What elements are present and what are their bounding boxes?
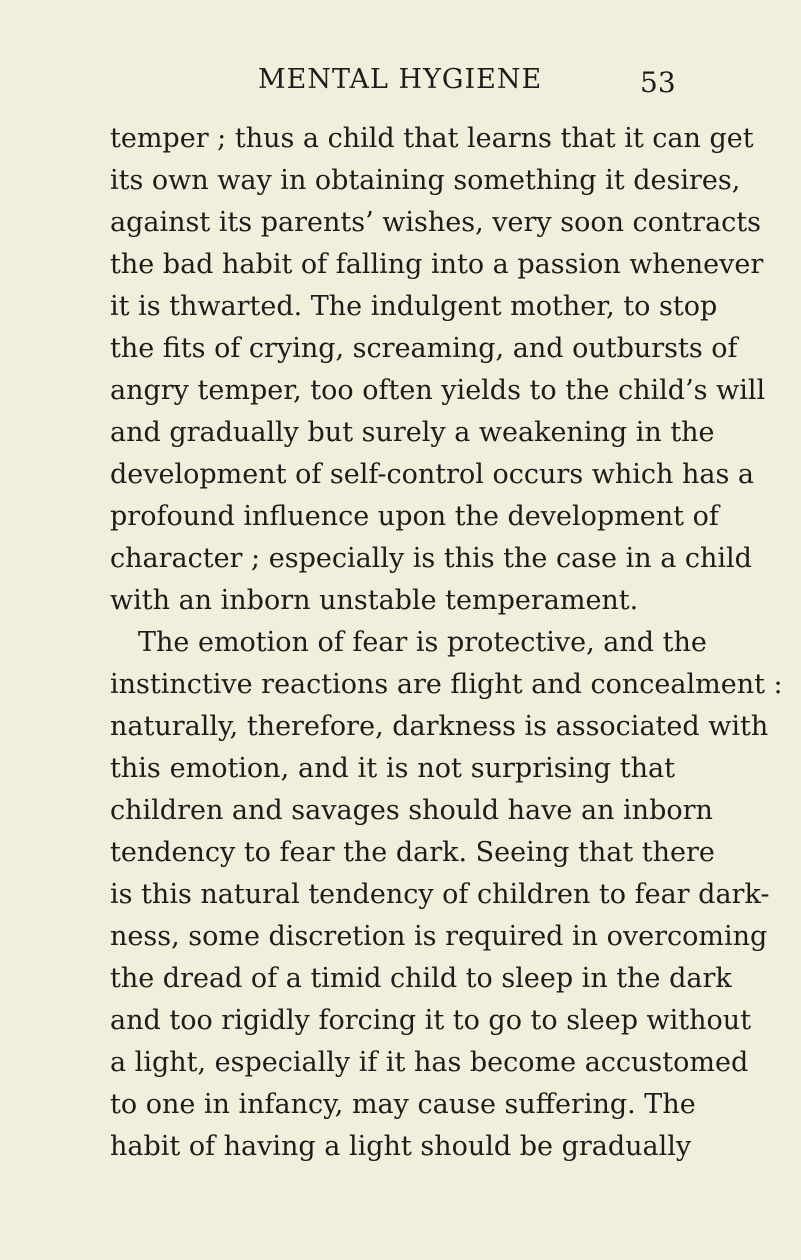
- text-line-22: and too rigidly forcing it to go to sleep without: [110, 1005, 752, 1036]
- text-line-24: to one in infancy, may cause suffering. The: [110, 1089, 696, 1120]
- running-title: MENTAL HYGIENE: [258, 64, 543, 95]
- text-line-8: and gradually but surely a weakening in the: [110, 417, 715, 448]
- text-line-25: habit of having a light should be gradually: [110, 1131, 692, 1162]
- text-line-13: The emotion of fear is protective, and the: [138, 627, 707, 658]
- text-line-12: with an inborn unstable temperament.: [110, 585, 639, 616]
- text-line-23: a light, especially if it has become accustomed: [110, 1047, 749, 1078]
- text-line-4: the bad habit of falling into a passion whenever: [110, 249, 764, 280]
- text-line-10: profound influence upon the development of: [110, 501, 719, 532]
- text-line-15: naturally, therefore, darkness is associated with: [110, 711, 769, 742]
- text-line-20: ness, some discretion is required in overcoming: [110, 921, 768, 952]
- text-line-3: against its parents’ wishes, very soon contracts: [110, 207, 761, 238]
- text-line-1: temper ; thus a child that learns that it can get: [110, 123, 754, 154]
- text-line-7: angry temper, too often yields to the child’s will: [110, 375, 766, 406]
- text-line-5: it is thwarted. The indulgent mother, to stop: [110, 291, 718, 322]
- text-line-17: children and savages should have an inborn: [110, 795, 713, 826]
- text-line-21: the dread of a timid child to sleep in the dark: [110, 963, 732, 994]
- text-line-19: is this natural tendency of children to fear dark-: [110, 879, 770, 910]
- text-line-2: its own way in obtaining something it desires,: [110, 165, 741, 196]
- text-line-9: development of self-control occurs which has a: [110, 459, 755, 490]
- text-line-14: instinctive reactions are flight and concealment :: [110, 669, 783, 700]
- body-text: [110, 118, 783, 1168]
- page-number: 53: [640, 66, 676, 99]
- text-line-16: this emotion, and it is not surprising that: [110, 753, 675, 784]
- text-line-6: the fits of crying, screaming, and outbursts of: [110, 333, 738, 364]
- text-line-18: tendency to fear the dark. Seeing that there: [110, 837, 715, 868]
- text-line-11: character ; especially is this the case in a child: [110, 543, 752, 574]
